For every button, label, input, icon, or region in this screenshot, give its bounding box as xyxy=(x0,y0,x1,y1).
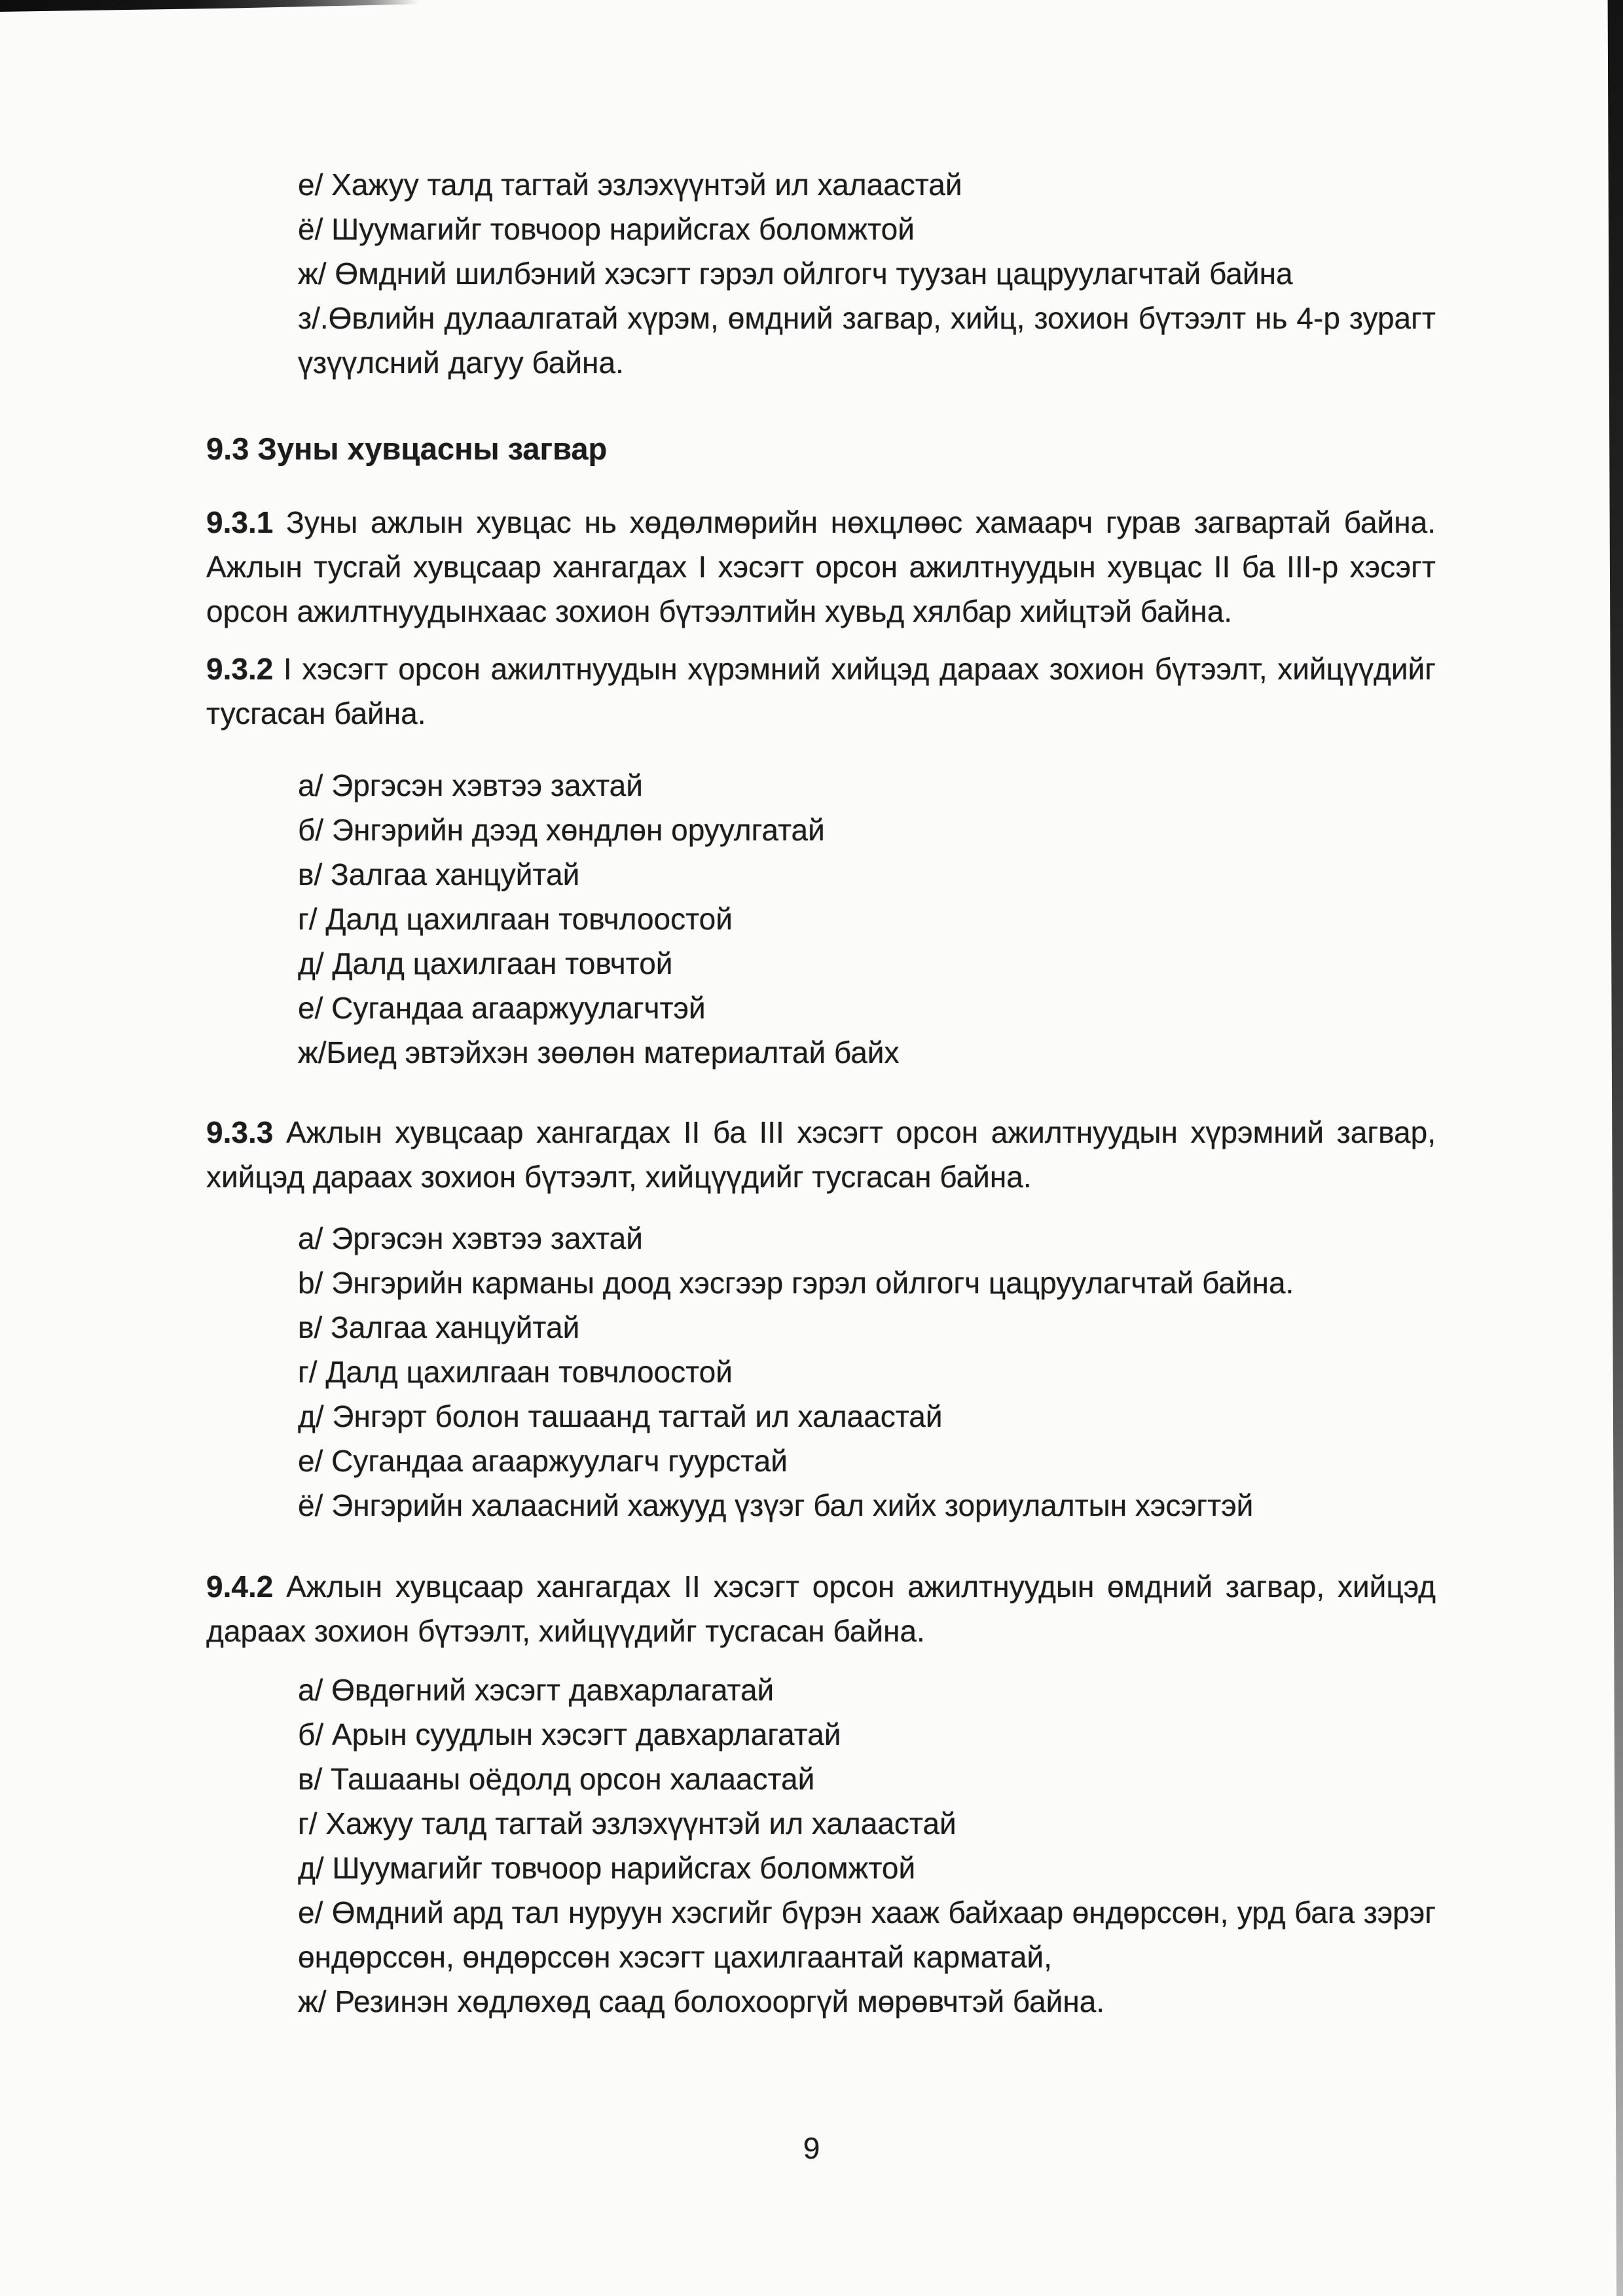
list-item: е/ Сугандаа агааржуулагчтэй xyxy=(298,991,706,1025)
paragraph-text: Зуны ажлын хувцас нь хөдөлмөрийн нөхцлөөс хамаарч гурав загвартай байна. Ажлын тусгай хувцсаар хангагдах I хэсэгт орсон ажилтнуудын хувцас II ба III-р хэсэгт орсон ажилтнуудынхаас зохион бүтээлтийн хувьд хялбар хийцтэй байна. xyxy=(206,505,1436,628)
paragraph-text: Ажлын хувцсаар хангагдах II ба III хэсэгт орсон ажилтнуудын хүрэмний загвар, хийцэд дараах зохион бүтээлт, хийцүүдийг тусгасан байна. xyxy=(206,1115,1436,1194)
list-item: а/ Өвдөгний хэсэгт давхарлагатай xyxy=(298,1673,775,1707)
list-item: е/ Сугандаа агааржуулагч гуурстай xyxy=(298,1444,788,1478)
list-item: в/ Залгаа ханцуйтай xyxy=(298,857,580,891)
paragraph-number: 9.3.1 xyxy=(206,505,274,539)
list-item: ж/ Резинэн хөдлөхөд саад болохооргүй мөрөвчтэй байна. xyxy=(298,1984,1105,2018)
section-number: 9.3 xyxy=(206,431,249,466)
paragraph-9-3-3 xyxy=(206,1110,1436,1199)
list-item: в/ Залгаа ханцуйтай xyxy=(298,1310,580,1344)
section-heading-9-3 xyxy=(206,427,1436,471)
list-item: б/ Энгэрийн дээд хөндлөн оруулгатай xyxy=(298,813,825,847)
list-9-4-2 xyxy=(298,1668,1436,2024)
list-item: а/ Эргэсэн хэвтээ захтай xyxy=(298,768,643,802)
paragraph-number: 9.3.3 xyxy=(206,1115,274,1149)
list-item: з/.Өвлийн дулаалгатай хүрэм, өмдний загвар, хийц, зохион бүтээлт нь 4-р зурагт үзүүлсний дагуу байна. xyxy=(298,301,1436,380)
document-content xyxy=(206,162,1436,2024)
list-item: г/ Хажуу талд тагтай эзлэхүүнтэй ил халаастай xyxy=(298,1806,957,1840)
list-item: д/ Далд цахилгаан товчтой xyxy=(298,946,673,980)
list-item: b/ Энгэрийн карманы доод хэсгээр гэрэл ойлгогч цацруулагчтай байна. xyxy=(298,1266,1294,1300)
list-item: ё/ Шуумагийг товчоор нарийсгах боломжтой xyxy=(298,212,915,246)
list-item: ж/Биед эвтэйхэн зөөлөн материалтай байх xyxy=(298,1035,900,1069)
list-9-3-3 xyxy=(298,1216,1436,1528)
list-item: в/ Ташааны оёдолд орсон халаастай xyxy=(298,1762,815,1796)
list-item: е/ Хажуу талд тагтай эзлэхүүнтэй ил халаастай xyxy=(298,168,962,202)
list-item: б/ Арын суудлын хэсэгт давхарлагатай xyxy=(298,1717,841,1751)
scan-artifact-right-edge xyxy=(1606,0,1623,2296)
list-item: е/ Өмдний ард тал нуруун хэсгийг бүрэн хааж байхаар өндөрссөн, урд бага зэрэг өндөрссөн, өндөрссөн хэсэгт цахилгаантай карматай, xyxy=(298,1895,1436,1974)
list-item: а/ Эргэсэн хэвтээ захтай xyxy=(298,1221,643,1255)
list-item: г/ Далд цахилгаан товчлоостой xyxy=(298,902,733,936)
paragraph-text: Ажлын хувцсаар хангагдах II хэсэгт орсон ажилтнуудын өмдний загвар, хийцэд дараах зохион бүтээлт, хийцүүдийг тусгасан байна. xyxy=(206,1570,1436,1648)
page-number: 9 xyxy=(803,2131,820,2165)
section-title: Зуны хувцасны загвар xyxy=(257,431,608,466)
list-item: д/ Энгэрт болон ташаанд тагтай ил халаастай xyxy=(298,1399,943,1433)
paragraph-number: 9.4.2 xyxy=(206,1570,274,1604)
list-9-3-2 xyxy=(298,763,1436,1075)
paragraph-9-3-1 xyxy=(206,500,1436,634)
list-item: ж/ Өмдний шилбэний хэсэгт гэрэл ойлгогч туузан цацруулагчтай байна xyxy=(298,257,1293,291)
scan-artifact-top-edge xyxy=(0,0,419,12)
paragraph-9-3-2 xyxy=(206,647,1436,736)
list-item: г/ Далд цахилгаан товчлоостой xyxy=(298,1355,733,1389)
list-continuation xyxy=(298,162,1436,385)
list-item: ё/ Энгэрийн халаасний хажууд үзүэг бал хийх зориулалтын хэсэгтэй xyxy=(298,1488,1254,1522)
list-item: д/ Шуумагийг товчоор нарийсгах боломжтой xyxy=(298,1851,916,1885)
paragraph-text: I хэсэгт орсон ажилтнуудын хүрэмний хийцэд дараах зохион бүтээлт, хийцүүдийг тусгасан байна. xyxy=(206,652,1436,730)
paragraph-number: 9.3.2 xyxy=(206,652,274,686)
paragraph-9-4-2 xyxy=(206,1564,1436,1653)
